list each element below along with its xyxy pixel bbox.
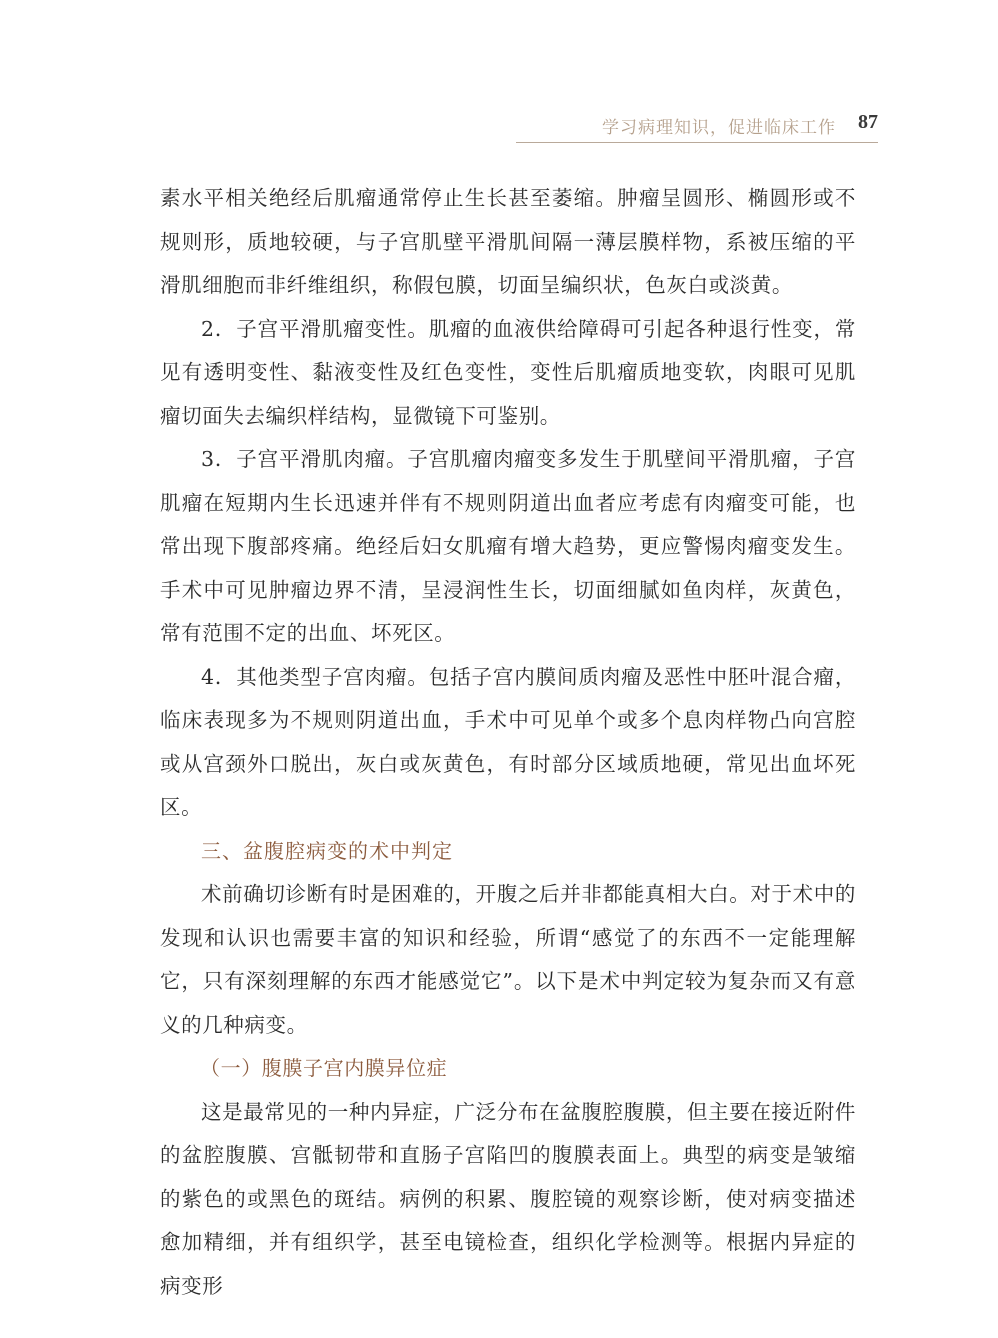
paragraph-intraoperative-judgement: 术前确切诊断有时是困难的，开腹之后并非都能真相大白。对于术中的发现和认识也需要丰富的知识和经验，所谓“感觉了的东西不一定能理解它，只有深刻理解的东西才能感觉它”。以下是术中判定较为复杂而又有意义的几种病变。 xyxy=(160,882,856,1037)
paragraph-peritoneal-endometriosis: 这是最常见的一种内异症，广泛分布在盆腹腔腹膜，但主要在接近附件的盆腔腹膜、宫骶韧带和直肠子宫陷凹的腹膜表面上。典型的病变是皱缩的紫色的或黑色的斑结。病例的积累、腹腔镜的观察诊断，使对病变描述愈加精细，并有组织学，甚至电镜检查，组织化学检测等。根据内异症的病变形 xyxy=(160,1099,856,1298)
section-heading: 三、盆腹腔病变的术中判定 xyxy=(201,838,453,863)
body-text xyxy=(160,177,856,1308)
running-header xyxy=(516,112,878,143)
subsection-heading: （一）腹膜子宫内膜异位症 xyxy=(200,1056,448,1080)
paragraph-continuation: 素水平相关绝经后肌瘤通常停止生长甚至萎缩。肿瘤呈圆形、椭圆形或不规则形，质地较硬，与子宫肌壁平滑肌间隔一薄层膜样物，系被压缩的平滑肌细胞而非纤维组织，称假包膜，切面呈编织状，色灰白或淡黄。 xyxy=(160,186,856,297)
paragraph-leiomyoma-degeneration: 2．子宫平滑肌瘤变性。肌瘤的血液供给障碍可引起各种退行性变，常见有透明变性、黏液变性及红色变性，变性后肌瘤质地变软，肉眼可见肌瘤切面失去编织样结构，显微镜下可鉴别。 xyxy=(160,316,856,428)
header-title: 学习病理知识，促进临床工作 xyxy=(602,118,836,138)
page-number: 87 xyxy=(858,111,878,133)
paragraph-leiomyosarcoma: 3．子宫平滑肌肉瘤。子宫肌瘤肉瘤变多发生于肌壁间平滑肌瘤，子宫肌瘤在短期内生长迅速并伴有不规则阴道出血者应考虑有肉瘤变可能，也常出现下腹部疼痛。绝经后妇女肌瘤有增大趋势，更应警惕肉瘤变发生。手术中可见肿瘤边界不清，呈浸润性生长，切面细腻如鱼肉样，灰黄色，常有范围不定的出血、坏死区。 xyxy=(160,447,856,645)
paragraph-other-sarcoma: 4．其他类型子宫肉瘤。包括子宫内膜间质肉瘤及恶性中胚叶混合瘤，临床表现多为不规则阴道出血，手术中可见单个或多个息肉样物凸向宫腔或从宫颈外口脱出，灰白或灰黄色，有时部分区域质地硬，常见出血坏死区。 xyxy=(160,664,856,819)
